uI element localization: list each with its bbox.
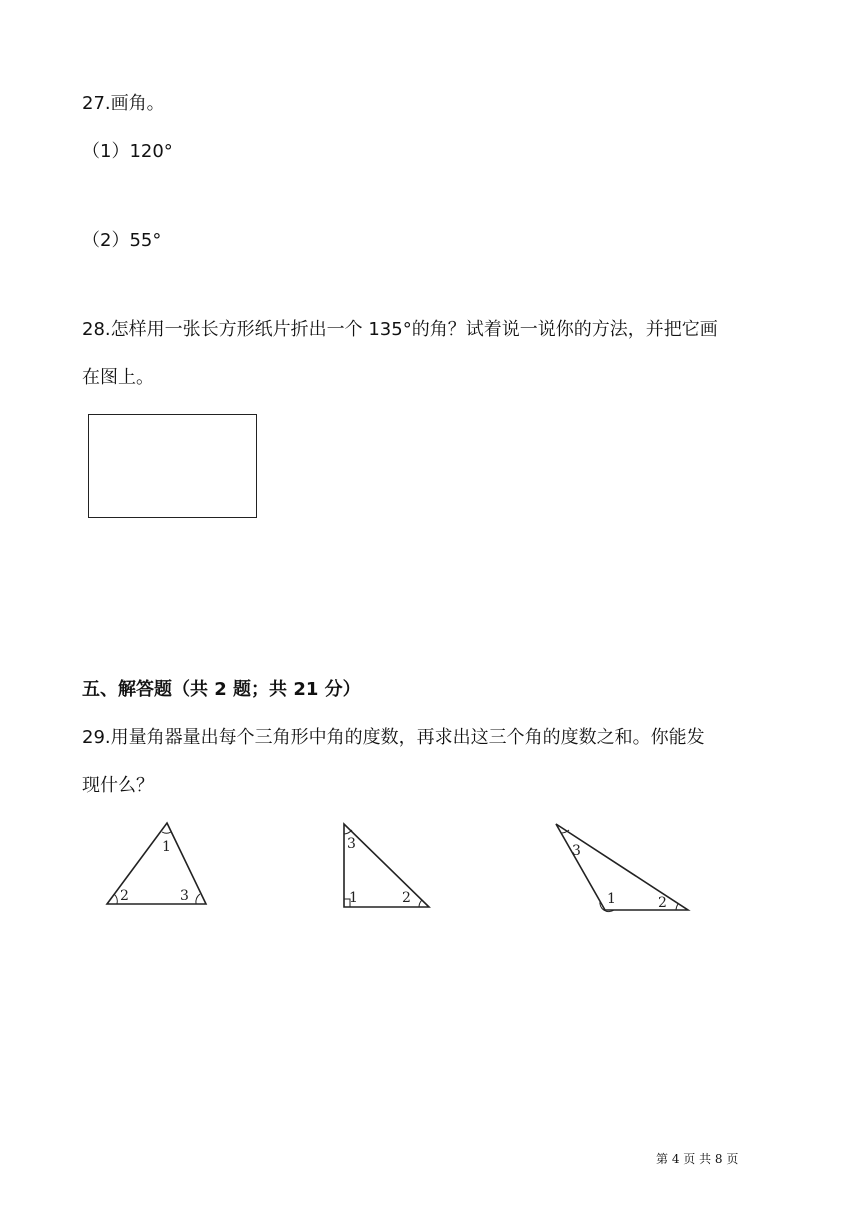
triangle-2-angle-label-3: 3 — [347, 836, 356, 852]
triangle-1-angle-label-3: 3 — [180, 888, 189, 904]
page-footer: 第 4 页 共 8 页 — [656, 1152, 739, 1166]
question-29-line-2: 现什么？ — [82, 775, 154, 796]
question-28-line-1: 28.怎样用一张长方形纸片折出一个 135°的角？试着说一说你的方法，并把它画 — [82, 319, 718, 340]
triangle-2-angle-label-1: 1 — [349, 890, 358, 906]
triangle-3-angle-label-1: 1 — [607, 891, 616, 907]
question-28-line-2: 在图上。 — [82, 367, 154, 388]
triangle-figure-3 — [548, 818, 693, 916]
triangle-figure-2 — [336, 818, 436, 914]
rectangle-paper-figure — [88, 414, 257, 518]
triangle-figure-1 — [100, 820, 215, 912]
question-29-line-1: 29.用量角器量出每个三角形中角的度数，再求出这三个角的度数之和。你能发 — [82, 727, 705, 748]
triangle-3-angle-label-3: 3 — [572, 843, 581, 859]
section-5-heading: 五、解答题（共 2 题；共 21 分） — [82, 679, 361, 700]
triangle-2-angle-label-2: 2 — [402, 890, 411, 906]
triangle-3-angle-label-2: 2 — [658, 895, 667, 911]
triangle-1-angle-label-1: 1 — [162, 839, 171, 855]
triangle-1-angle-label-2: 2 — [120, 888, 129, 904]
question-27-part-2: （2）55° — [82, 230, 162, 251]
question-27-part-1: （1）120° — [82, 141, 173, 162]
question-27-title: 27.画角。 — [82, 93, 165, 114]
